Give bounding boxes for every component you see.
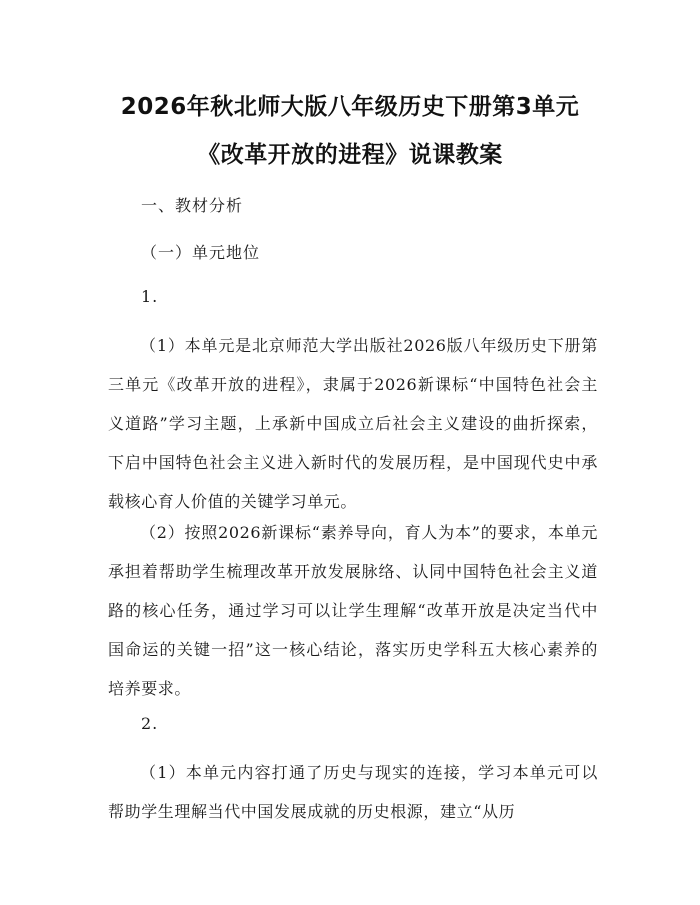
item-number-2: 2.	[141, 714, 159, 733]
subsection-heading: （一）单元地位	[141, 243, 261, 262]
section-heading: 一、教材分析	[141, 196, 244, 215]
paragraph-1-1: （1）本单元是北京师范大学出版社2026版八年级历史下册第三单元《改革开放的进程》，隶属于2026新课标“中国特色社会主义道路”学习主题，上承新中国成立后社会主义建设的曲折探索，下启中国特色社会主义进入新时代的发展历程，是中国现代史中承载核心育人价值的关键学习单元。	[108, 336, 598, 511]
document-title-line-2: 《改革开放的进程》说课教案	[197, 142, 503, 168]
item-number-1: 1.	[141, 287, 159, 306]
paragraph-1-2: （2）按照2026新课标“素养导向，育人为本”的要求，本单元承担着帮助学生梳理改革开放发展脉络、认同中国特色社会主义道路的核心任务，通过学习可以让学生理解“改革开放是决定当代中国命运的关键一招”这一核心结论，落实历史学科五大核心素养的培养要求。	[108, 523, 598, 698]
paragraph-2-1: （1）本单元内容打通了历史与现实的连接，学习本单元可以帮助学生理解当代中国发展成就的历史根源，建立“从历	[108, 763, 598, 821]
document-title-line-1: 2026年秋北师大版八年级历史下册第3单元	[120, 94, 580, 120]
